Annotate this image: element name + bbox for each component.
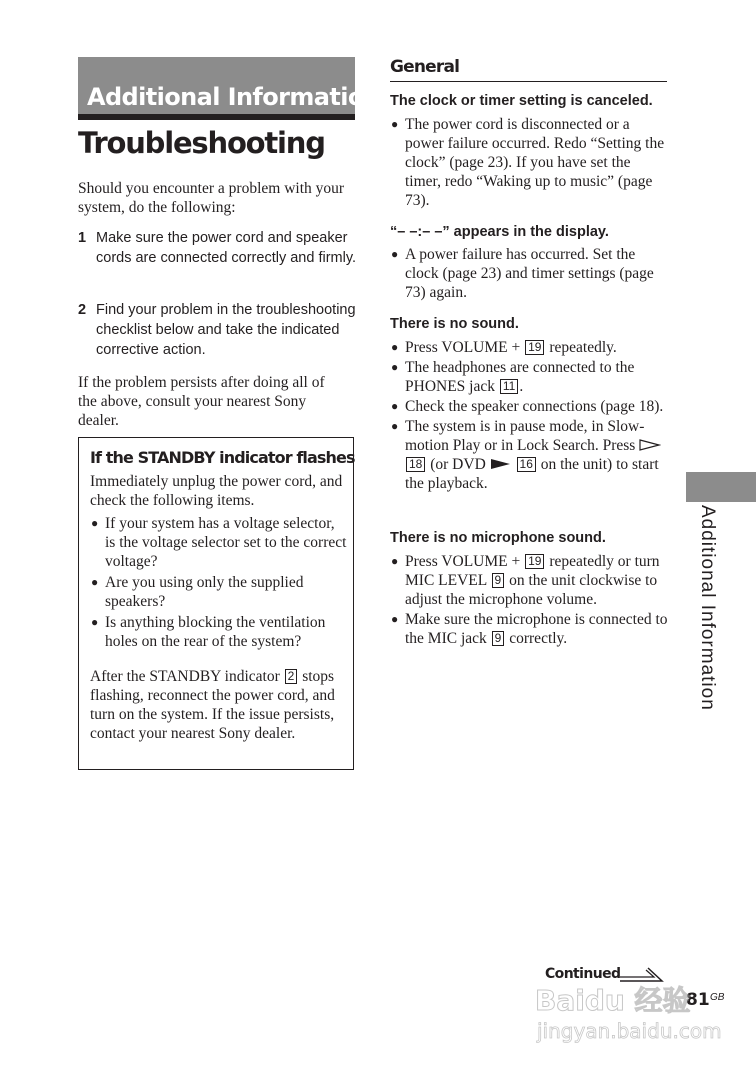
general-heading: General [390, 57, 667, 82]
list-item-text: Are you using only the supplied speakers? [105, 574, 304, 610]
list-item: ● Make sure the microphone is connected to the MIC jack 9 correctly. [391, 611, 668, 647]
list-item [90, 613, 348, 651]
part-number-badge: 19 [525, 554, 544, 569]
step-number: 1 [78, 230, 87, 246]
svg-text:jingyan.baidu.com: jingyan.baidu.com [537, 1019, 722, 1043]
remedy-list [390, 338, 668, 494]
side-tab-label: Additional Information [697, 505, 718, 711]
list-item: ● The system is in pause mode, in Slow-motion Play or in Lock Search. Press 18 (or DVD 16 on the unit) to start the playback. [390, 417, 668, 493]
section-banner-title: Additional Information [87, 83, 381, 111]
problem-heading: The clock or timer setting is canceled. [390, 93, 653, 109]
play-filled-icon [490, 458, 512, 470]
part-number-badge: 11 [500, 379, 518, 394]
page-title: Troubleshooting [78, 126, 325, 160]
bullet-icon: ● [91, 516, 99, 530]
intro-paragraph: Should you encounter a problem with your system, do the following: [78, 180, 345, 216]
bullet-icon: ● [391, 399, 399, 413]
page-number: 81 [686, 990, 710, 1010]
standby-box-intro: Immediately unplug the power cord, and check the following items. [90, 473, 343, 509]
part-number-badge: 9 [492, 631, 505, 646]
page-suffix: GB [710, 992, 725, 1003]
step-number: 2 [78, 302, 87, 318]
list-item-text: The power cord is disconnected or a power failure occurred. Redo “Setting the clock” (page 23). If you have set the timer, redo “Waking up to music” (page 73). [405, 116, 665, 209]
part-number-badge: 9 [492, 573, 505, 588]
continued-label: Continued [545, 966, 621, 982]
list-item [390, 115, 668, 210]
part-number-badge: 16 [517, 457, 536, 472]
list-item-text: Is anything blocking the ventilation holes on the rear of the system? [105, 614, 326, 650]
list-item-text: A power failure has occurred. Set the clock (page 23) and timer settings (page 73) again. [405, 246, 654, 301]
section-banner [78, 57, 381, 120]
list-item: ● The headphones are connected to the PHONES jack 11 . [391, 359, 635, 395]
side-tab [686, 472, 756, 502]
continued-arrow-icon [618, 964, 666, 984]
bullet-icon: ● [91, 615, 99, 629]
remedy-list [390, 552, 668, 649]
list-item: ● Check the speaker connections (page 18). [391, 398, 664, 415]
step-item [78, 300, 358, 360]
paragraph-text: After the STANDBY indicator [90, 668, 280, 685]
list-item: ● Press VOLUME + 19 repeatedly or turn MIC LEVEL 9 on the unit clockwise to adjust the microphone volume. [391, 553, 660, 608]
standby-box-after [90, 667, 348, 743]
part-number-badge: 2 [285, 669, 298, 684]
bullet-icon: ● [391, 117, 399, 131]
problem-heading: “– –:– –” appears in the display. [390, 224, 609, 240]
list-item [390, 245, 668, 302]
bullet-icon: ● [91, 575, 99, 589]
bullet-icon: ● [391, 360, 399, 374]
problem-heading: There is no sound. [390, 316, 519, 332]
problem-heading: There is no microphone sound. [390, 530, 606, 546]
bullet-icon: ● [391, 247, 399, 261]
list-item-text: If your system has a voltage selector, is the voltage selector set to the correct voltage? [105, 515, 347, 570]
play-icon [639, 439, 661, 451]
standby-checklist [90, 514, 348, 653]
standby-info-box [78, 437, 354, 770]
step-item [78, 228, 358, 268]
step-text: Make sure the power cord and speaker cords are connected correctly and firmly. [96, 230, 357, 266]
part-number-badge: 19 [525, 340, 544, 355]
persists-paragraph: If the problem persists after doing all of the above, consult your nearest Sony dealer. [78, 374, 325, 429]
svg-text:Baidu 经验: Baidu 经验 [535, 984, 691, 1017]
step-text: Find your problem in the troubleshooting checklist below and take the indicated corrective action. [96, 302, 356, 358]
list-item [90, 514, 348, 571]
list-item [90, 573, 348, 611]
list-item: ● Press VOLUME + 19 repeatedly. [391, 339, 617, 356]
standby-box-heading: If the STANDBY indicator flashes [90, 448, 355, 467]
remedy-list [390, 245, 668, 303]
bullet-icon: ● [391, 340, 399, 354]
bullet-icon: ● [391, 612, 399, 626]
paragraph-text: stops flashing, reconnect the power cord, and turn on the system. If the issue persists, contact your nearest Sony dealer. [90, 668, 335, 742]
part-number-badge: 18 [406, 457, 425, 472]
bullet-icon: ● [391, 419, 399, 433]
bullet-icon: ● [391, 554, 399, 568]
remedy-list [390, 115, 668, 211]
